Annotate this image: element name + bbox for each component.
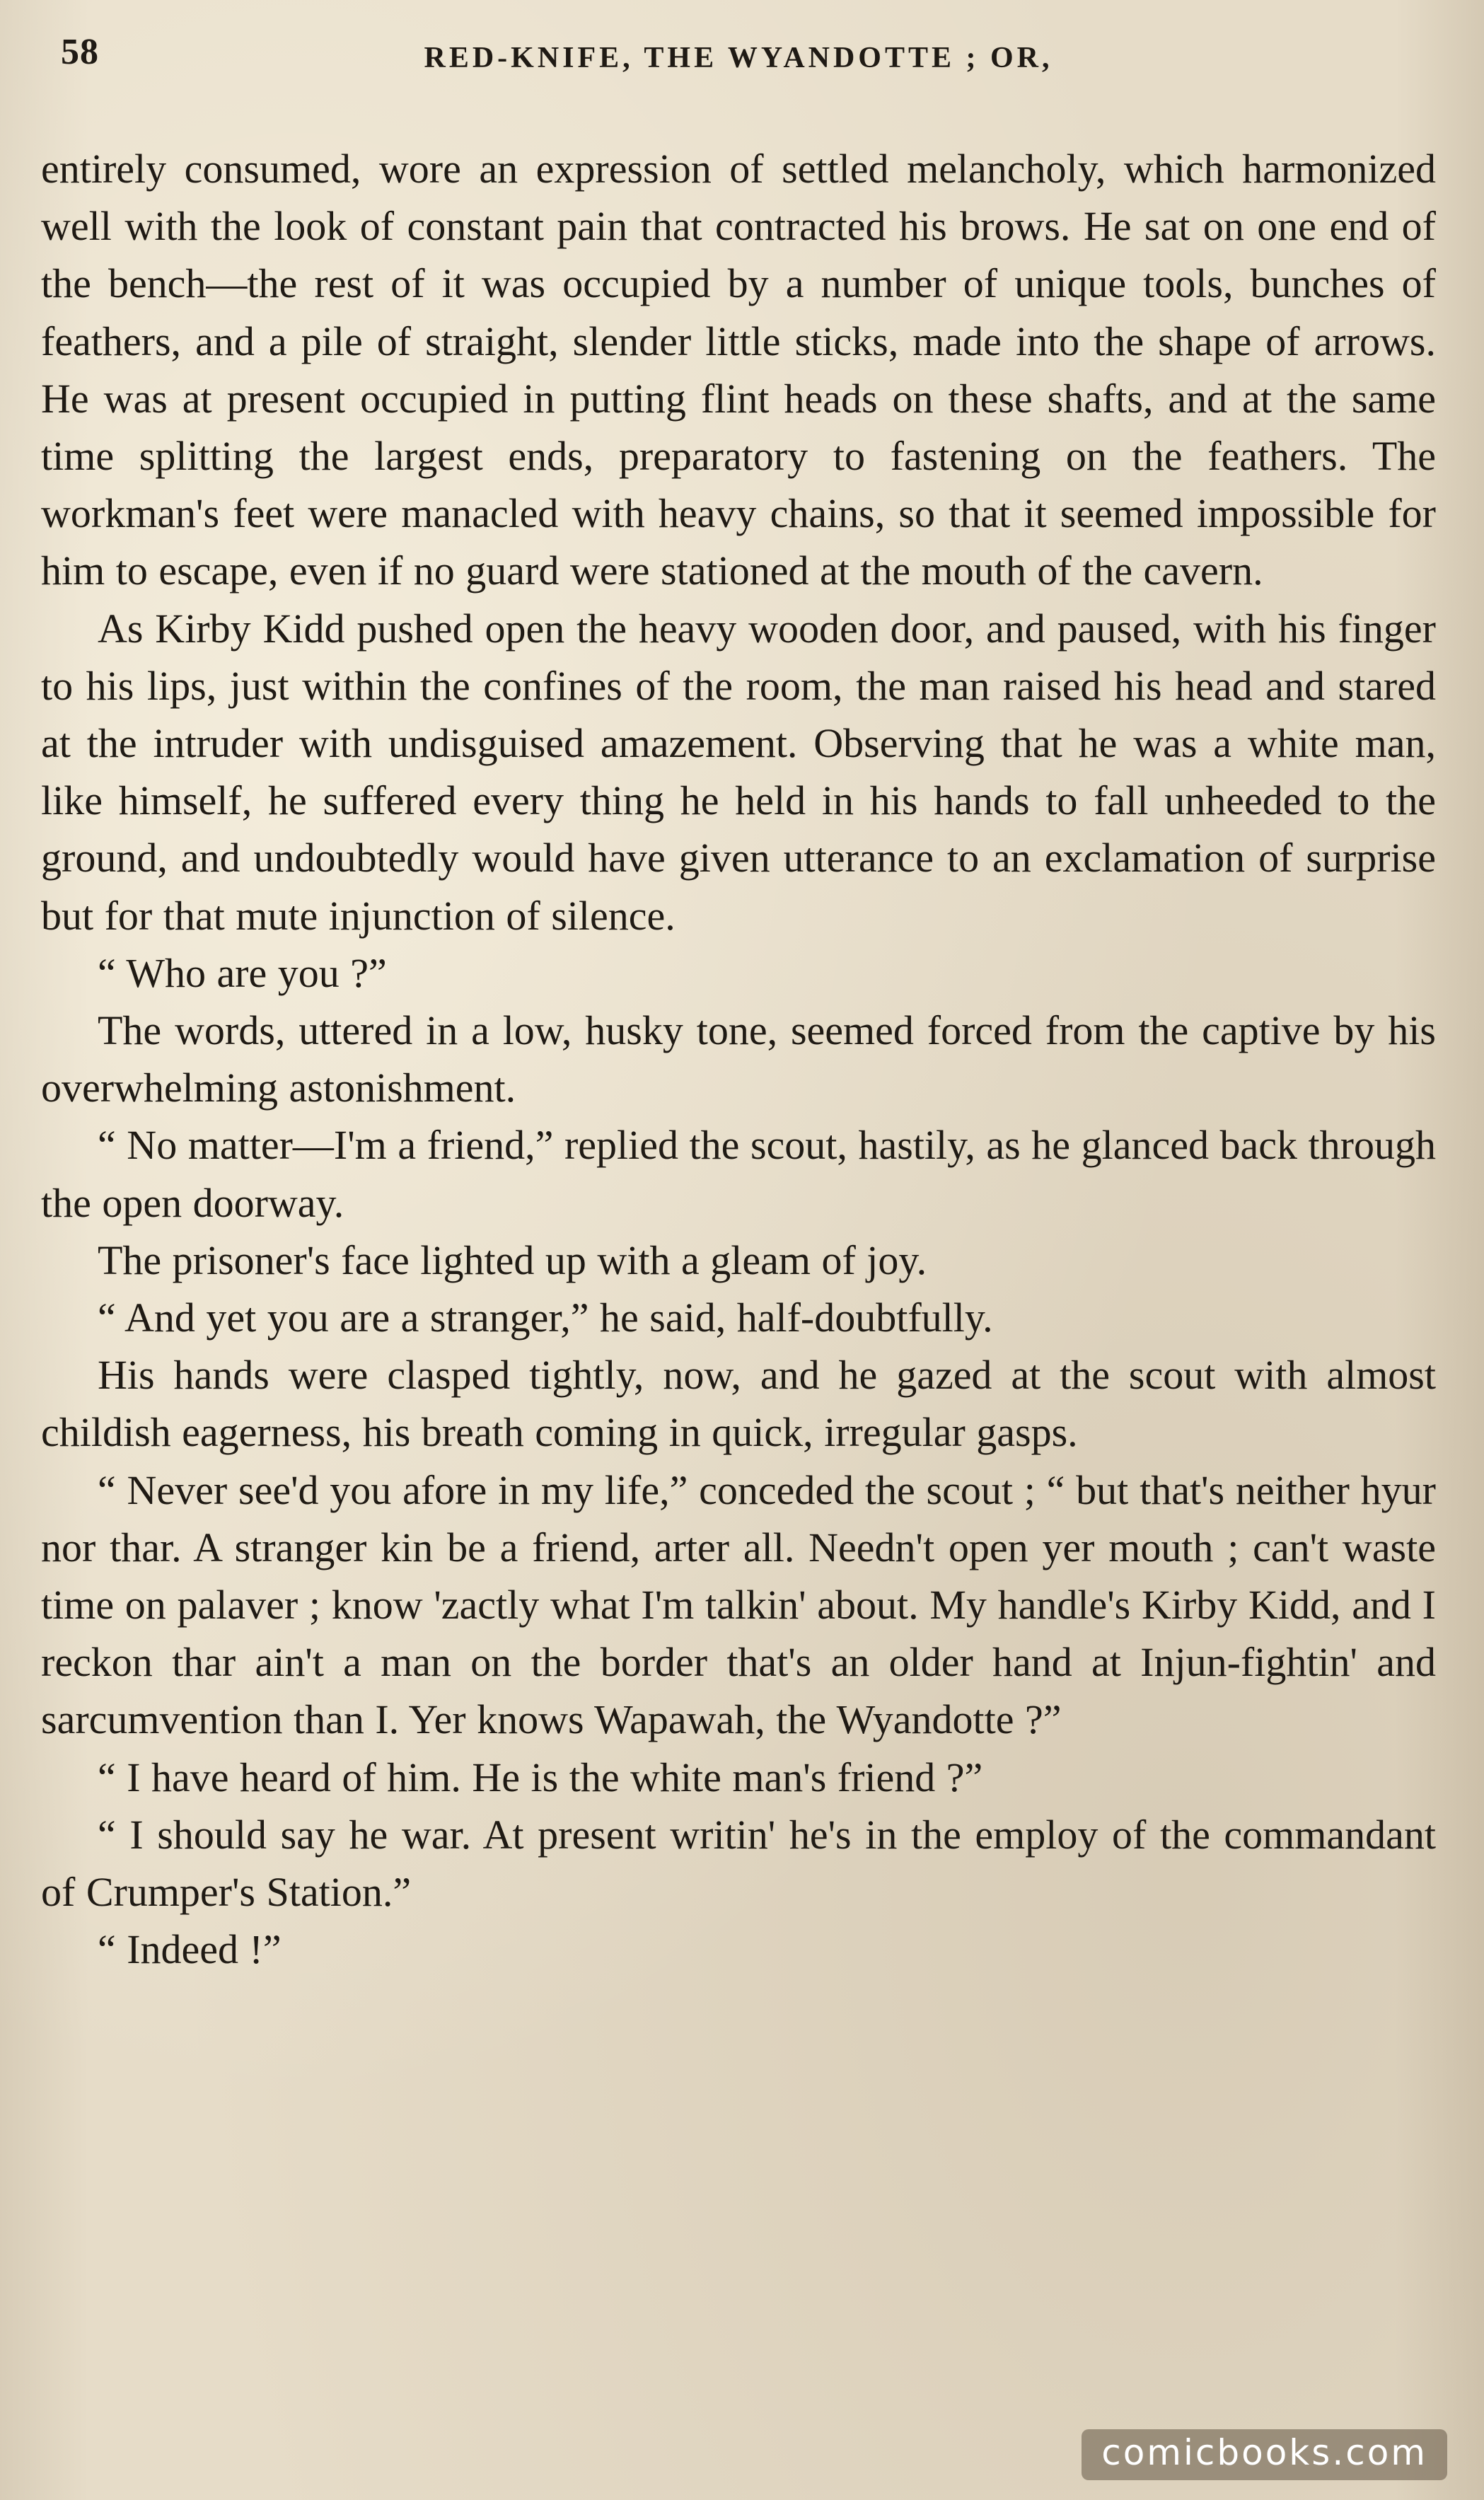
paragraph: The prisoner's face lighted up with a gleam of joy. (98, 1237, 927, 1283)
paragraph: “ No matter—I'm a friend,” replied the scout, hastily, as he glanced back through the open doorway. (41, 1122, 1436, 1226)
page-number: 58 (61, 32, 99, 72)
body-text (41, 140, 1436, 1979)
running-title: RED-KNIFE, THE WYANDOTTE ; OR, (424, 42, 1053, 74)
paragraph: entirely consumed, wore an expression of settled melancholy, which harmonized well with the look of constant pain that contracted his brows. He sat on one end of the bench—the rest of it was occupied by a number of unique tools, bunches of feathers, and a pile of straight, slender little sticks, made into the shape of arrows. He was at present occupied in putting flint heads on these shafts, and at the same time splitting the largest ends, preparatory to fastening on the feathers. The workman's feet were manacled with heavy chains, so that it seemed impossible for him to escape, even if no guard were stationed at the mouth of the cavern. (41, 146, 1436, 594)
paragraph: The words, uttered in a low, husky tone, seemed forced from the captive by his overwhelming astonishment. (41, 1007, 1436, 1111)
paragraph: His hands were clasped tightly, now, and he gazed at the scout with almost childish eagerness, his breath coming in quick, irregular gasps. (41, 1352, 1436, 1456)
paragraph: “ Who are you ?” (98, 949, 387, 996)
paragraph: “ I have heard of him. He is the white man's friend ?” (98, 1754, 983, 1800)
paragraph: “ I should say he war. At present writin' he's in the employ of the commandant of Crumper's Station.” (41, 1811, 1436, 1916)
paragraph: “ Indeed !” (98, 1926, 282, 1973)
paragraph: As Kirby Kidd pushed open the heavy wooden door, and paused, with his finger to his lips, just within the confines of the room, the man raised his head and stared at the intruder with undisguised amazement. Observing that he was a white man, like himself, he suffered every thing he held in his hands to fall unheeded to the ground, and undoubtedly would have given utterance to an exclamation of surprise but for that mute injunction of silence. (41, 605, 1436, 939)
watermark: comicbooks.com (1082, 2429, 1447, 2480)
running-head (41, 28, 1436, 78)
paragraph: “ Never see'd you afore in my life,” conceded the scout ; “ but that's neither hyur nor thar. A stranger kin be a friend, arter all. Needn't open yer mouth ; can't waste time on palaver ; know 'zactly what I'm talkin' about. My handle's Kirby Kidd, and I reckon thar ain't a man on the border that's an older hand at Injun-fightin' and sarcumvention than I. Yer knows Wapawah, the Wyandotte ?” (41, 1466, 1436, 1743)
paragraph: “ And yet you are a stranger,” he said, half-doubtfully. (98, 1295, 993, 1341)
